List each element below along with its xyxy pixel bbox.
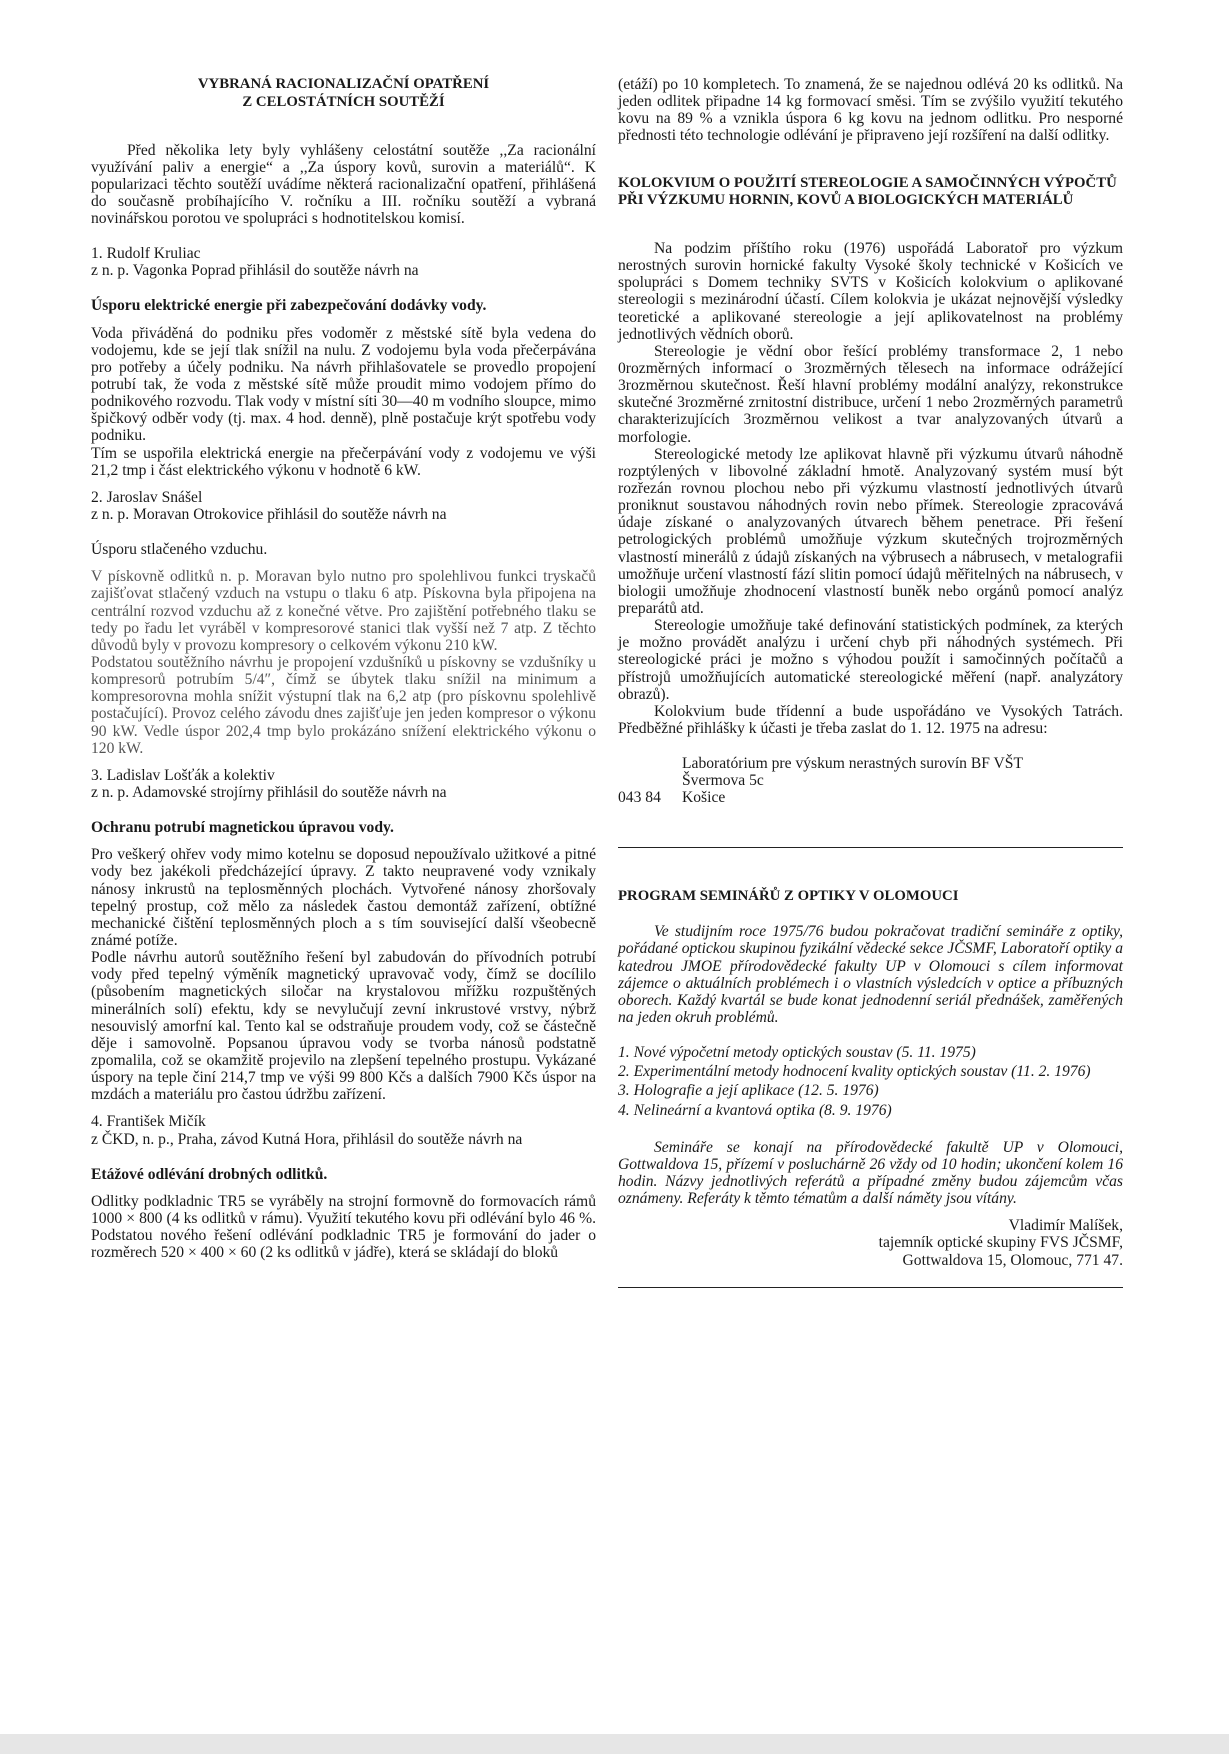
entry-2-text-1: V pískovně odlitků n. p. Moravan bylo nutno pro spolehlivou funkci tryskačů zajišťovat stlačený vzduch na vstupu o tlaku 6 atp. Pískovna byla připojena na centrální rozvod vzduchu až z konečné větve. Pro zajištění potřebného tlaku se tedy po řadu let vyráběl v kompresorové stanici tlak vyšší než 7 atp. Z těchto důvodů byly v provozu kompresory o celkovém výkonu 210 kW. [91,568,596,654]
colloquium-paragraph-3: Stereologické metody lze aplikovat hlavně při výzkumu útvarů náhodně rozptýlených v libovolné základní hmotě. Analyzovaný systém musí být rozřezán rovnou plochou nebo při výzkumu vlastností jednotlivých útvarů proniknut soustavou náhodných rovin nebo přímek. Stereologie zpracovává údaje získané o analyzovaných útvarech během penetrace. Při řešení petrologických problémů umožňuje výzkum skutečných trojrozměrných vlastností minerálů z údajů získaných na výbrusech a nábrusech, v metalografii umožňuje určení vlastností fází slitin pomocí údajů měřitelných na nábrusech, v biologii umožňuje zhodnocení vlastností buněk nebo orgánů pomocí analýz preparátů atd. [618,445,1123,618]
entry-4-text: Odlitky podkladnic TR5 se vyráběly na strojní formovně do formovacích rámů 1000 × 800 (4 ks odlitků v rámu). Využití tekutého kovu při odlévání bylo 46 %. Podstatou nového řešení odlévání podkladnic TR5 je formování do jader o rozměrech 520 × 400 × 60 (2 ks odlitků v jádře), která se skládají do bloků [91,1192,596,1262]
signature-role: tajemník optické skupiny FVS JČSMF, [878,1234,1123,1252]
entry-2-author: 2. Jaroslav Snášel [91,488,203,506]
entry-3-heading: Ochranu potrubí magnetickou úpravou vody. [91,819,394,837]
seminar-note: Semináře se konají na přírodovědecké fakultě UP v Olomouci, Gottwaldova 15, přízemí v posluchárně 26 vždy od 10 hodin; ukončení kolem 16 hodin. Názvy jednotlivých referátů a případné změny budou zájemcům včas oznámeny. Referáty k těmto tématům a další náměty jsou vítány. [618,1138,1123,1208]
entry-4-org: z ČKD, n. p., Praha, závod Kutná Hora, přihlásil do soutěže návrh na [91,1130,523,1148]
entry-2-org: z n. p. Moravan Otrokovice přihlásil do soutěže návrh na [91,506,447,524]
seminar-item: 3. Holografie a její aplikace (12. 5. 1976) [618,1082,879,1100]
entry-3-text-2: Podle návrhu autorů soutěžního řešení byl zabudován do přívodních potrubí vody před tepelný výměník magnetický upravovač vody, čímž se docílilo (působením magnetických siločar na krystalovou mřížku rozpuštěných minerálních solí) efektu, kdy se nevylučují zevní inkrustové vrstvy, nýbrž nesouvislý amorfní kal. Tento kal se odstraňuje proudem vody, což se částečně děje i samovolně. Popsanou úpravou vody se tvorba nánosů podstatně zpomalila, což se okamžitě projevilo na zlepšení tepelného prostupu. Vykázané úspory na teple činí 214,7 tmp ve výši 99 800 Kčs a dalších 7900 Kčs úspor na mzdách a materiálu pro častou údržbu zařízení. [91,949,596,1104]
seminar-title: PROGRAM SEMINÁŘŮ Z OPTIKY V OLOMOUCI [618,887,959,904]
address-line-2: Švermova 5c [682,772,764,790]
seminar-item: 1. Nové výpočetní metody optických soustav (5. 11. 1975) [618,1044,976,1062]
entry-3-text-1: Pro veškerý ohřev vody mimo kotelnu se doposud nepoužívalo užitkové a pitné vody bez jakékoli předcházející úpravy. Z takto neupravené vody vznikaly nánosy inkrustů na teplosměnných plochách. Vytvořené nánosy zhoršovaly tepelný prostup, což mělo za následek častou demontáž zařízení, obtížné mechanické čištění teplosměnných ploch a s tím související další všeobecně známé potíže. [91,846,596,949]
section-divider-bottom [618,1287,1123,1288]
entry-3-org: z n. p. Adamovské strojírny přihlásil do soutěže návrh na [91,784,447,801]
colloquium-paragraph-2: Stereologie je vědní obor řešící problémy transformace 2, 1 nebo 0rozměrných informací o 3rozměrných tělesech na informace odrážející 3rozměrnou skutečnost. Řeší hlavní problémy modální analýzy, rekonstrukce skutečné 3rozměrné zrnitostní distribuce, určení 1 nebo 2rozměrných parametrů charakterizujících 3rozměrnou velikost a tvar analyzovaných útvarů a morfologie. [618,342,1123,446]
address-line-1: Laboratórium pre výskum nerastných surovín BF VŠT [682,755,1023,773]
scan-bottom-edge [0,1734,1229,1754]
entry-1-heading: Úsporu elektrické energie při zabezpečování dodávky vody. [91,297,487,315]
entry-3-author: 3. Ladislav Lošťák a kolektiv [91,766,275,784]
seminar-item: 4. Nelineární a kvantová optika (8. 9. 1976) [618,1101,892,1119]
colloquium-address [618,755,1123,807]
entry-4-heading: Etážové odlévání drobných odlitků. [91,1165,328,1183]
address-city: Košice [682,789,726,807]
signature-address: Gottwaldova 15, Olomouc, 771 47. [902,1251,1123,1269]
entry-1-author: 1. Rudolf Kruliac [91,245,201,263]
colloquium-title: KOLOKVIUM O POUŽITÍ STEREOLOGIE A SAMOČINNÝCH VÝPOČTŮ PŘI VÝZKUMU HORNIN, KOVŮ A BIOLOGICKÝCH MATERIÁLŮ [618,174,1117,209]
colloquium-paragraph-1: Na podzim příštího roku (1976) uspořádá Laboratoř pro výzkum nerostných surovin hornické fakulty Vysoké školy technické v Košicích ve spolupráci s Domem techniky SVTS v Košicích kolokvium o aplikované stereologii s mezinárodní účastí. Cílem kolokvia je ukázat nejnovější výsledky teoretické a aplikované stereologie a její aplikovatelnost na problémy jednotlivých vědních oborů. [618,240,1123,343]
signature-block [618,1217,1123,1268]
address-city-row [618,789,1123,807]
article-title: VYBRANÁ RACIONALIZAČNÍ OPATŘENÍ Z CELOSTÁTNÍCH SOUTĚŽÍ [197,76,490,110]
right-column [618,76,1123,1288]
entry-2-heading: Úsporu stlačeného vzduchu. [91,541,268,559]
entry-2-text-2: Podstatou soutěžního návrhu je propojení vzdušníků u pískovny se vzdušníky u kompresorů potrubím 5/4″, čímž se úbytek tlaku snížil na minimum a kompresorovna mohla snížit výstupní tlak na 6,2 atp (pro pískovnu spolehlivě postačující). Provoz celého závodu dnes zajišťuje jen jeden kompresor o výkonu 90 kW. Vedle úspor 202,4 tmp bylo prokázáno snížení elektrického výkonu o 120 kW. [91,654,596,757]
colloquium-paragraph-5: Kolokvium bude třídenní a bude uspořádáno ve Vysokých Tatrách. Předběžné přihlášky k účasti je třeba zaslat do 1. 12. 1975 na adresu: [618,702,1123,737]
left-column [91,76,596,1261]
entry-1-text: Voda přiváděná do podniku přes vodoměr z městské sítě byla vedena do vodojemu, kde se její tlak snížil na nulu. Z vodojemu byla voda přečerpávána pro potřeby a účely podniku. Na návrh přihlašovatele se provedlo propojení potrubí tak, že voda z městské sítě může proudit mimo vodojem přímo do podnikového rozvodu. Tlak vody v místní síti 30—40 m vodního sloupce, mimo špičkový odběr vody (tj. max. 4 hod. denně), plně postačuje krýt spotřebu vody podniku. [91,324,596,445]
signature-name: Vladimír Malíšek, [1008,1217,1123,1235]
intro-paragraph: Před několika lety byly vyhlášeny celostátní soutěže ,,Za racionální využívání paliv a energie“ a ,,Za úspory kovů, surovin a materiálů“. K popularizaci těchto soutěží uvádíme některá racionalizační opatření, přihlášená do současně probíhajícího V. ročníku a III. ročníku soutěží a vybraná novinářskou porotou ve spolupráci s hodnotitelskou komisí. [91,141,596,228]
entry-4-continuation: (etáží) po 10 kompletech. To znamená, že se najednou odlévá 20 ks odlitků. Na jeden odlitek připadne 14 kg formovací směsi. Tím se zvýšilo využití tekutého kovu na 89 % a vznikla úspora 6 kg kovu na jednom odlitku. Pro nesporné přednosti této technologie odlévání je připraveno její rozšíření na další odlitky. [618,76,1123,145]
seminar-list [618,1044,1123,1119]
entry-4-author: 4. František Mičík [91,1113,206,1131]
seminar-intro: Ve studijním roce 1975/76 budou pokračovat tradiční semináře z optiky, pořádané optickou skupinou fyzikální vědecké sekce JČSMF, Laboratoří optiky a katedrou JMOE přírodovědecké fakulty UP v Olomouci s cílem informovat zájemce o aktuálních problémech i o vlastních výsledcích v optice a příbuzných oborech. Každý kvartál se bude konat jednodenní seriál přednášek, zaměřených na jeden okruh problémů. [618,923,1123,1027]
address-postal-code: 043 84 [618,789,661,807]
entry-1-org: z n. p. Vagonka Poprad přihlásil do soutěže návrh na [91,262,419,280]
entry-1-result: Tím se uspořila elektrická energie na přečerpávání vody z vodojemu ve výši 21,2 tmp i část elektrického výkonu v hodnotě 6 kW. [91,444,596,479]
seminar-item: 2. Experimentální metody hodnocení kvality optických soustav (11. 2. 1976) [618,1063,1091,1081]
colloquium-paragraph-4: Stereologie umožňuje také definování statistických podmínek, za kterých je možno provádět analýzu i určení chyb při náhodných systémech. Při stereologické práci je možno s výhodou použít i samočinných počítačů a přístrojů umožňujících automatické stereologické měření (např. analyzátory obrazů). [618,617,1123,703]
